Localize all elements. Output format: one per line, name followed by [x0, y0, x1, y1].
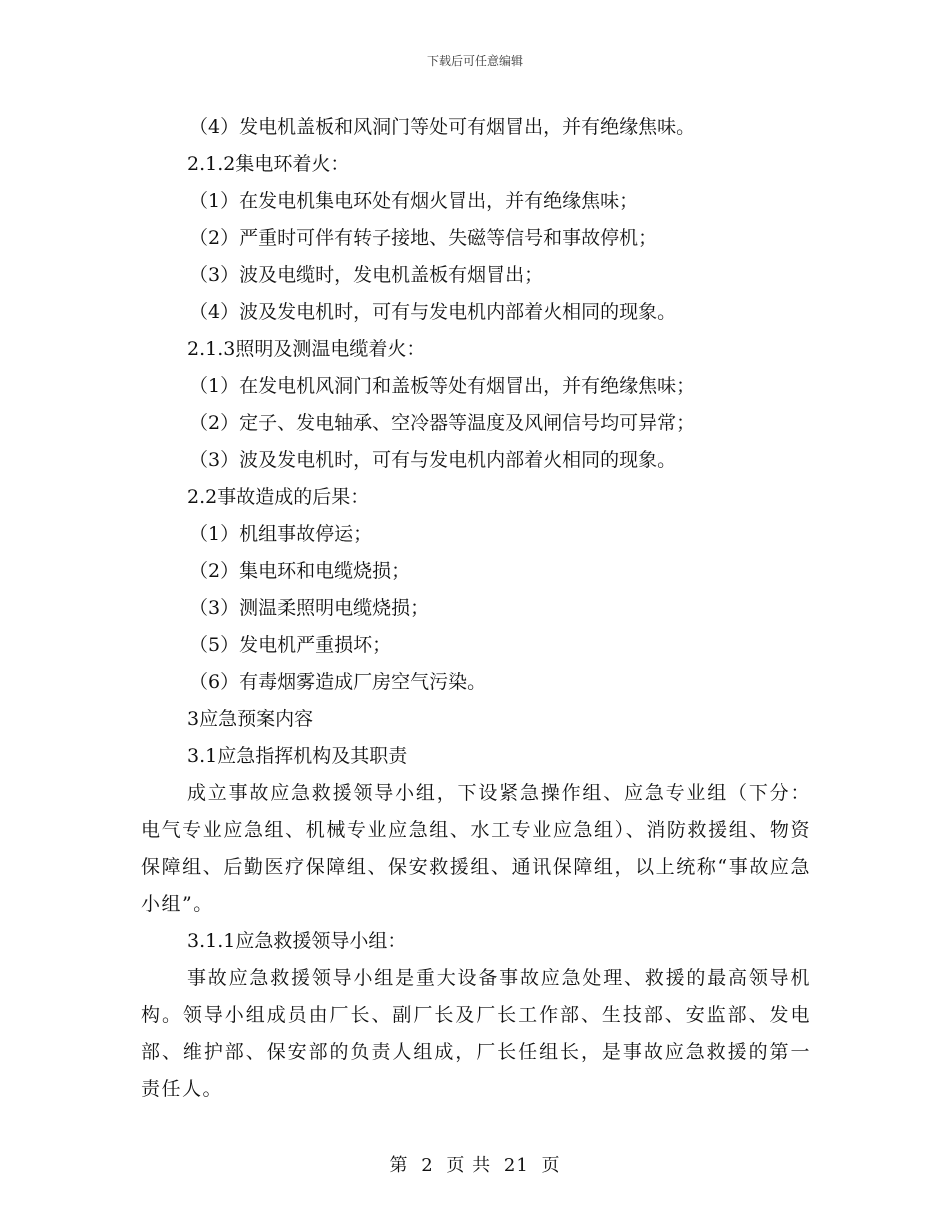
body-paragraph: 成立事故应急救援领导小组，下设紧急操作组、应急专业组（下分：电气专业应急组、机械专业应急组、水工专业应急组）、消防救援组、物资保障组、后勤医疗保障组、保安救援组、通讯保障组，以上统称“事故应急小组”。: [141, 782, 811, 915]
list-item: （4）发电机盖板和风洞门等处可有烟冒出，并有绝缘焦味。: [189, 116, 696, 138]
list-item: （6）有毒烟雾造成厂房空气污染。: [189, 671, 487, 693]
section-heading: 3应急预案内容: [187, 708, 314, 730]
list-item: （5）发电机严重损坏；: [189, 634, 392, 656]
section-heading: 3.1.1应急救援领导小组：: [187, 930, 407, 952]
list-item: （3）波及发电机时，可有与发电机内部着火相同的现象。: [189, 449, 677, 471]
current-page-number: 2: [421, 1155, 434, 1176]
footer-suffix: 页: [541, 1155, 561, 1176]
list-item: （2）定子、发电轴承、空冷器等温度及风闸信号均可异常；: [189, 412, 696, 434]
section-heading: 2.1.2集电环着火：: [187, 153, 350, 175]
total-pages-number: 21: [503, 1155, 529, 1176]
list-item: （3）波及电缆时，发电机盖板有烟冒出；: [189, 264, 544, 286]
body-paragraph: 事故应急救援领导小组是重大设备事故应急处理、救援的最高领导机构。领导小组成员由厂长、副厂长及厂长工作部、生技部、安监部、发电部、维护部、保安部的负责人组成，厂长任组长，是事故应急救援的第一责任人。: [141, 967, 811, 1100]
footer-middle: 页 共: [446, 1155, 492, 1176]
list-item: （1）在发电机集电环处有烟火冒出，并有绝缘焦味；: [189, 190, 639, 212]
list-item: （2）集电环和电缆烧损；: [189, 560, 411, 582]
footer-prefix: 第: [389, 1155, 409, 1176]
section-heading: 2.2事故造成的后果：: [187, 486, 370, 508]
list-item: （2）严重时可伴有转子接地、失磁等信号和事故停机；: [189, 227, 658, 249]
list-item: （1）在发电机风洞门和盖板等处有烟冒出，并有绝缘焦味；: [189, 375, 696, 397]
list-item: （4）波及发电机时，可有与发电机内部着火相同的现象。: [189, 301, 677, 323]
list-item: （3）测温柔照明电缆烧损；: [189, 597, 430, 619]
document-body: [141, 109, 811, 1108]
list-item: （1）机组事故停运；: [189, 523, 373, 545]
page-footer: [0, 1155, 950, 1177]
section-heading: 2.1.3照明及测温电缆着火：: [187, 338, 426, 360]
section-heading: 3.1应急指挥机构及其职责: [187, 745, 408, 767]
page-header: 下载后可任意编辑: [426, 54, 523, 68]
